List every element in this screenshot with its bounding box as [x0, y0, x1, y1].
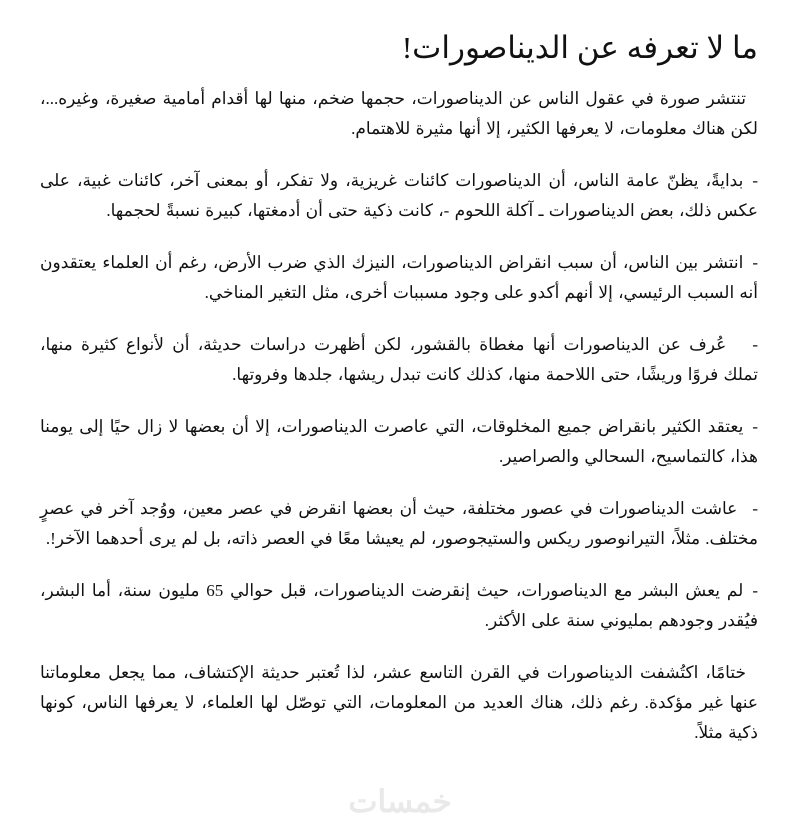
paragraph-text: يعتقد الكثير بانقراض جميع المخلوقات، التي عاصرت الديناصورات، إلا أن بعضها لا زال حيًا إلى يومنا هذا، كالتماسيح، السحالي والصراصير. — [40, 417, 758, 466]
paragraph-text: تنتشر صورة في عقول الناس عن الديناصورات، حجمها ضخم، منها لها أقدام أمامية صغيرة، وغيره...، لكن هناك معلومات، لا يعرفها الكثير، إلا أنها مثيرة للاهتمام. — [40, 89, 758, 138]
document-title: ما لا تعرفه عن الديناصورات! — [401, 30, 758, 65]
paragraph-bullet-different-eras — [40, 494, 758, 554]
paragraph-bullet-feathers — [40, 330, 758, 390]
paragraph-text: لم يعش البشر مع الديناصورات، حيث إنقرضت الديناصورات، قبل حوالي 65 مليون سنة، أما البشر، فيُقدر وجودهم بمليوني سنة على الأكثر. — [40, 581, 758, 630]
bullet-dash: - — [752, 417, 758, 436]
bullet-dash: - — [752, 581, 758, 600]
khamsat-watermark: خمسات — [348, 784, 452, 819]
bullet-dash: - — [752, 335, 758, 354]
paragraph-text: انتشر بين الناس، أن سبب انقراض الديناصورات، النيزك الذي ضرب الأرض، رغم أن العلماء يعتقدون أنه السبب الرئيسي، إلا أنهم أكدو على وجود مسببات أخرى، مثل التغير المناخي. — [40, 253, 758, 302]
paragraph-text: عاشت الديناصورات في عصور مختلفة، حيث أن بعضها انقرض في عصر معين، ووُجد آخر في عصرٍ مختلف. مثلاً، التيرانوصور ريكس والستيجوصور، لم يعيشا معًا في العصر ذاته، بل لم يرى أحدهما الآخر!. — [40, 499, 758, 548]
paragraph-text: ختامًا، اكتُشفت الديناصورات في القرن التاسع عشر، لذا تُعتبر حديثة الإكتشاف، مما يجعل معلوماتنا عنها غير مؤكدة. رغم ذلك، هناك العديد من المعلومات، التي توصّل لها العلماء، لا يعرفها الناس، كونها ذكية مثلاً. — [40, 663, 758, 742]
paragraph-bullet-surviving-creatures — [40, 412, 758, 472]
bullet-dash: - — [752, 171, 758, 190]
paragraph-conclusion — [40, 658, 758, 748]
paragraph-bullet-extinction-cause — [40, 248, 758, 308]
bullet-dash: - — [752, 499, 758, 518]
paragraph-bullet-intelligence — [40, 166, 758, 226]
paragraph-text: بدايةً، يظنّ عامة الناس، أن الديناصورات كائنات غريزية، ولا تفكر، أو بمعنى آخر، كائنات غبية، على عكس ذلك، بعض الديناصورات ـ آكلة اللحوم -، كانت ذكية حتى أن أدمغتها، كبيرة نسبةً لحجمها. — [40, 171, 758, 220]
paragraph-intro — [40, 84, 758, 144]
paragraph-text: عُرف عن الديناصورات أنها مغطاة بالقشور، لكن أظهرت دراسات حديثة، أن لأنواع كثيرة منها، تملك فروًا وريشًا، حتى اللاحمة منها، كذلك كانت تبدل ريشها، جلدها وفروتها. — [40, 335, 758, 384]
paragraph-bullet-humans-timeline — [40, 576, 758, 636]
bullet-dash: - — [752, 253, 758, 272]
